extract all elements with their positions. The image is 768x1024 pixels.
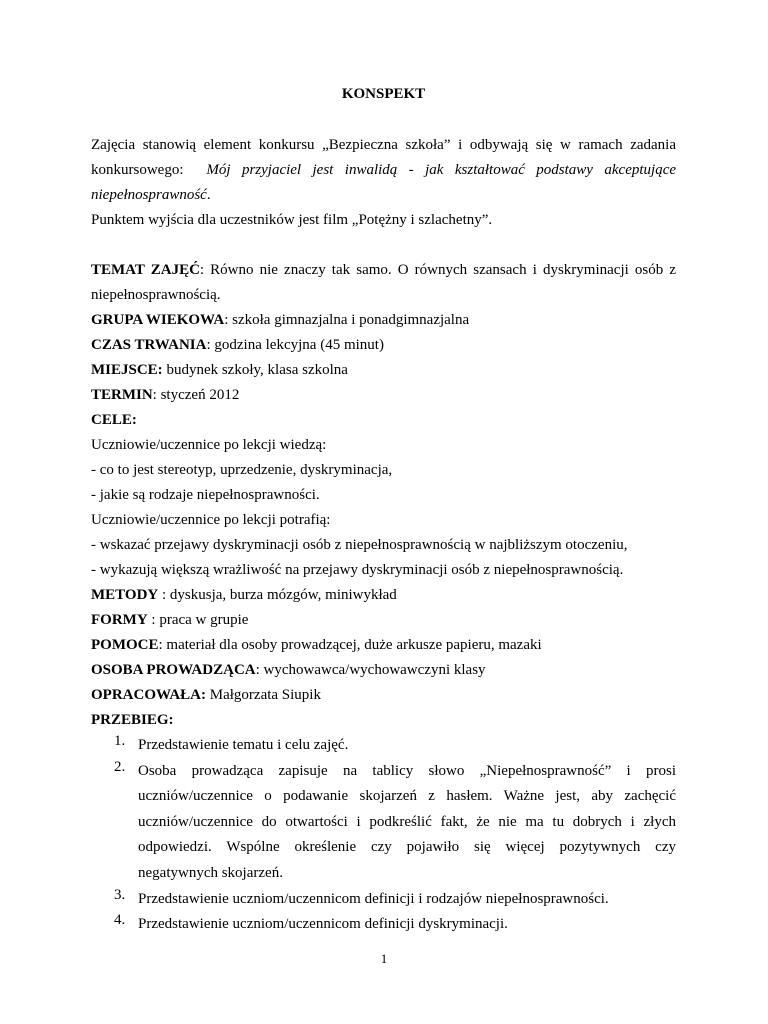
list-item [91, 759, 676, 887]
list-number: 3. [114, 886, 126, 903]
field-temat-cont: niepełnosprawnością. [91, 287, 221, 303]
field-label: MIEJSCE: [91, 362, 163, 378]
list-number: 2. [114, 758, 126, 775]
field-metody [91, 583, 676, 608]
field-formy [91, 608, 676, 633]
field-value: : wychowawca/wychowawczyni klasy [255, 662, 486, 678]
field-value: : styczeń 2012 [152, 387, 240, 403]
list-item: - jakie są rodzaje niepełnosprawności. [91, 487, 320, 503]
list-item [91, 912, 676, 938]
field-grupa [91, 308, 676, 333]
intro-topic-end: niepełnosprawność [91, 187, 207, 203]
list-text: odpowiedzi. Wspólne określenie czy pojawiło się więcej pozytywnych czy [138, 839, 676, 856]
cele-potrafia-header: Uczniowie/uczennice po lekcji potrafią: [91, 512, 331, 528]
intro-line [91, 183, 676, 208]
intro-line [91, 158, 676, 183]
intro-lead: konkursowego: [91, 162, 184, 178]
list-number: 4. [114, 912, 126, 929]
list-text: uczniów/uczennice o podawanie skojarzeń z hasłem. Ważne jest, aby zachęcić [138, 788, 676, 805]
field-temat [91, 258, 676, 283]
list-text: Przedstawienie uczniom/uczennicom definicji i rodzajów niepełnosprawności. [138, 890, 609, 907]
list-text: uczniów/uczennice do otwartości i podkreślić fakt, że nie ma tu dobrych i złych [138, 813, 676, 830]
field-label: CZAS TRWANIA [91, 337, 207, 353]
field-przebieg: PRZEBIEG: [91, 712, 174, 728]
field-value: : praca w grupie [147, 612, 249, 628]
intro-line: Zajęcia stanowią element konkursu „Bezpieczna szkoła” i odbywają się w ramach zadania [91, 137, 676, 153]
document-body [91, 79, 676, 938]
field-label: GRUPA WIEKOWA [91, 312, 225, 328]
field-label: OPRACOWAŁA: [91, 687, 206, 703]
field-value: Małgorzata Siupik [206, 687, 321, 703]
field-label: TERMIN [91, 387, 153, 403]
list-item: - wykazują większą wrażliwość na przejawy dyskryminacji osób z niepełnosprawnością. [91, 562, 624, 578]
list-number: 1. [114, 733, 126, 749]
list-item [91, 733, 676, 759]
field-cele: CELE: [91, 412, 137, 428]
przebieg-list [91, 733, 676, 938]
list-text: negatywnych skojarzeń. [138, 864, 283, 881]
field-label: OSOBA PROWADZĄCA [91, 662, 256, 678]
cele-wiedza-header: Uczniowie/uczennice po lekcji wiedzą: [91, 437, 327, 453]
field-opracowala [91, 683, 676, 708]
list-text: Przedstawienie tematu i celu zajęć. [138, 737, 349, 753]
field-value: : dyskusja, burza mózgów, miniwykład [158, 587, 397, 603]
intro-film-line: Punktem wyjścia dla uczestników jest film „Potężny i szlachetny”. [91, 212, 493, 228]
field-value: budynek szkoły, klasa szkolna [162, 362, 348, 378]
list-item: - wskazać przejawy dyskryminacji osób z niepełnosprawnością w najbliższym otoczeniu, [91, 537, 628, 553]
field-label: POMOCE [91, 637, 159, 653]
field-value: : materiał dla osoby prowadzącej, duże arkusze papieru, mazaki [158, 637, 542, 653]
field-label: TEMAT ZAJĘĆ [91, 262, 200, 278]
intro-period: . [206, 187, 211, 203]
field-value: : szkoła gimnazjalna i ponadgimnazjalna [224, 312, 470, 328]
field-miejsce [91, 358, 676, 383]
field-pomoce [91, 633, 676, 658]
list-item: - co to jest stereotyp, uprzedzenie, dyskryminacja, [91, 462, 393, 478]
list-item [91, 887, 676, 913]
document-title: KONSPEKT [341, 86, 426, 102]
field-czas [91, 333, 676, 358]
list-text: Osoba prowadząca zapisuje na tablicy słowo „Niepełnosprawność” i prosi [138, 762, 676, 779]
field-osoba [91, 658, 676, 683]
field-value: : godzina lekcyjna (45 minut) [206, 337, 384, 353]
intro-paragraph [91, 133, 676, 233]
intro-topic: Mój przyjaciel jest inwalidą - jak kształtować podstawy akceptujące [206, 162, 677, 178]
list-text: Przedstawienie uczniom/uczennicom definicji dyskryminacji. [138, 916, 508, 933]
page-number: 1 [380, 951, 388, 966]
field-value: : Równo nie znaczy tak samo. O równych szansach i dyskryminacji osób z [199, 262, 676, 278]
field-termin [91, 383, 676, 408]
field-label: METODY [91, 587, 159, 603]
field-label: FORMY [91, 612, 148, 628]
